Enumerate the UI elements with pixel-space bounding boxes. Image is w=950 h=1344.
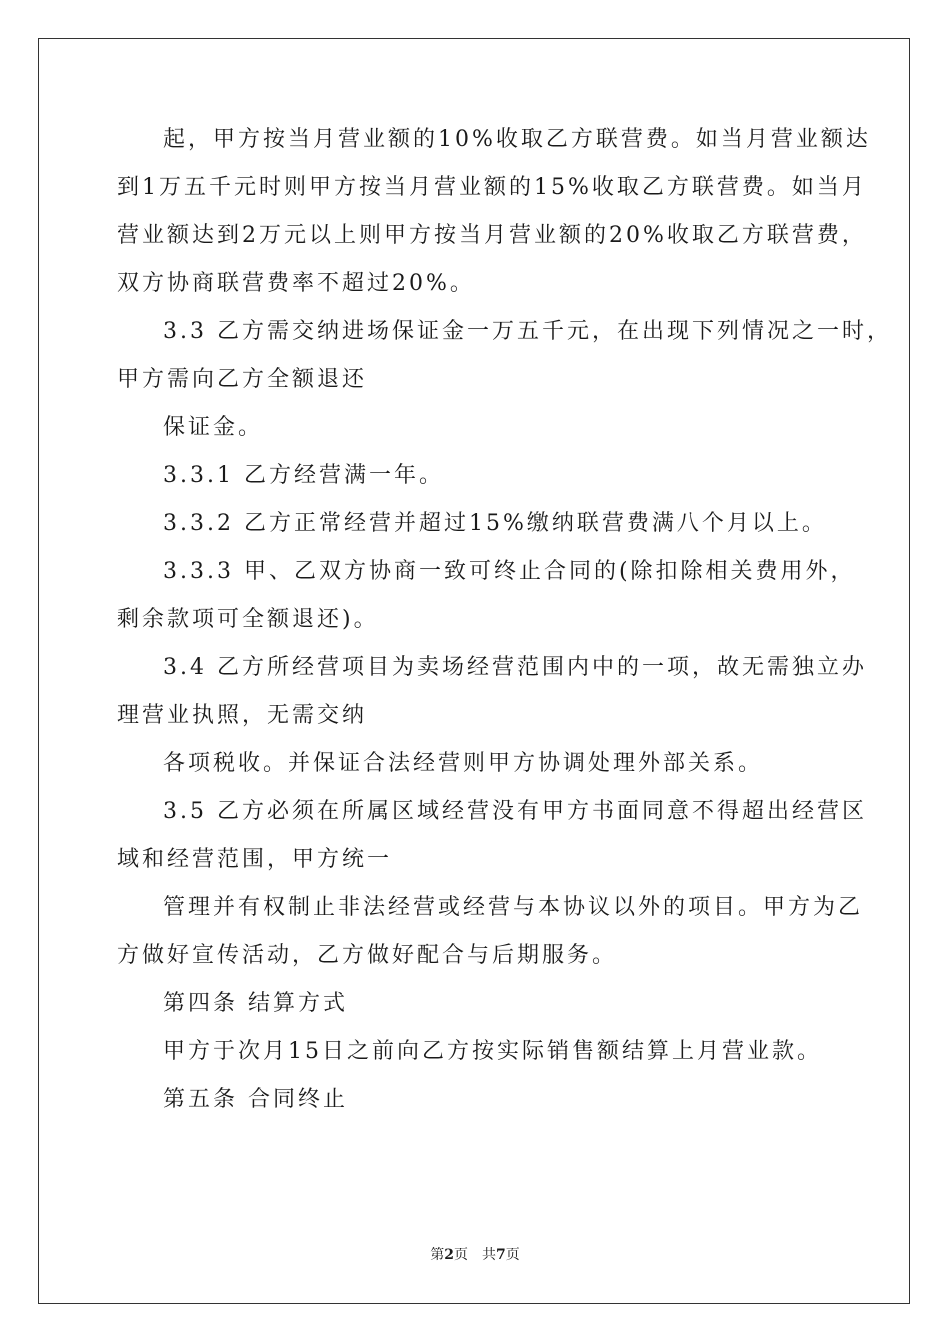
text-line: 起，甲方按当月营业额的10%收取乙方联营费。如当月营业额达 xyxy=(163,127,871,152)
text-line: 第五条 合同终止 xyxy=(163,1087,348,1112)
footer-total-suffix: 页 xyxy=(505,1247,520,1263)
footer-total-prefix: 共 xyxy=(482,1247,496,1263)
text-line: 3.4 乙方所经营项目为卖场经营范围内中的一项，故无需独立办 xyxy=(163,655,867,680)
text-line: 理营业执照，无需交纳 xyxy=(117,703,368,728)
text-line: 到1万五千元时则甲方按当月营业额的15%收取乙方联营费。如当月 xyxy=(117,175,867,200)
text-line: 甲方于次月15日之前向乙方按实际销售额结算上月营业款。 xyxy=(163,1039,822,1064)
document-body xyxy=(117,124,892,1132)
text-line: 3.3 乙方需交纳进场保证金一万五千元，在出现下列情况之一时， xyxy=(163,319,892,344)
footer-page-prefix: 第 xyxy=(430,1247,445,1263)
text-line: 第四条 结算方式 xyxy=(163,991,348,1016)
text-line: 3.5 乙方必须在所属区域经营没有甲方书面同意不得超出经营区 xyxy=(163,799,867,824)
footer-total-pages: 7 xyxy=(496,1247,506,1263)
text-line: 双方协商联营费率不超过20%。 xyxy=(117,271,475,296)
text-line: 各项税收。并保证合法经营则甲方协调处理外部关系。 xyxy=(163,751,764,776)
footer-page-number: 2 xyxy=(444,1247,454,1263)
footer-page-suffix: 页 xyxy=(454,1247,468,1263)
text-line: 甲方需向乙方全额退还 xyxy=(117,367,368,392)
text-line: 管理并有权制止非法经营或经营与本协议以外的项目。甲方为乙 xyxy=(163,895,864,920)
text-line: 3.3.2 乙方正常经营并超过15%缴纳联营费满八个月以上。 xyxy=(163,511,827,536)
text-line: 保证金。 xyxy=(163,415,264,440)
text-line: 3.3.1 乙方经营满一年。 xyxy=(163,463,444,488)
text-line: 剩余款项可全额退还)。 xyxy=(117,607,379,632)
text-line: 域和经营范围，甲方统一 xyxy=(117,847,393,872)
page-footer xyxy=(0,1245,950,1265)
text-line: 营业额达到2万元以上则甲方按当月营业额的20%收取乙方联营费， xyxy=(117,223,867,248)
text-line: 3.3.3 甲、乙双方协商一致可终止合同的(除扣除相关费用外， xyxy=(163,559,856,584)
text-line: 方做好宣传活动，乙方做好配合与后期服务。 xyxy=(117,943,618,968)
